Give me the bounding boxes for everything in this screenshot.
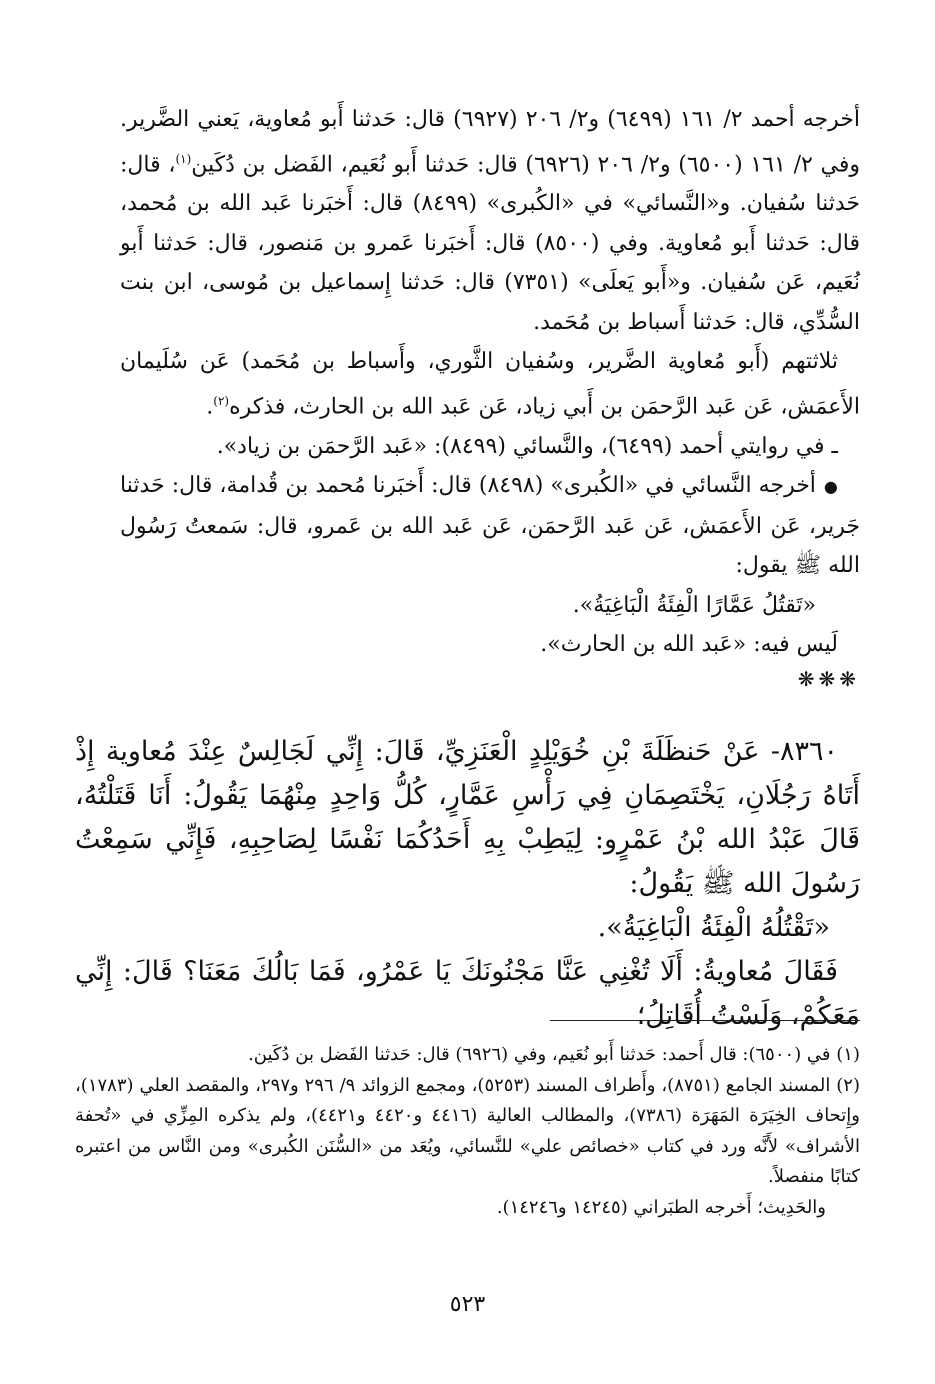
footnote-ref-1[interactable]: (١)	[175, 151, 192, 166]
footnote-ref-2[interactable]: (٢)	[213, 393, 230, 408]
footnote-1: (١) في (٦٥٠٠): قال أَحمد: حَدثنا أَبو نُعَيم، وفي (٦٩٢٦) قال: حَدثنا الفَضل بن دُكَين.	[248, 1044, 860, 1065]
variant-note: ـ في روايتي أحمد (٦٤٩٩)، والنَّسائي (٨٤٩٩): «عَبد الرَّحمَن بن زياد».	[216, 433, 838, 459]
footnote-2-continued: والحَدِيث؛ أَخرجه الطبَراني (١٤٢٤٥ و١٤٢٤٦).	[496, 1196, 826, 1218]
paragraph-text: أخرجه النَّسائي في «الكُبرى» (٨٤٩٨) قال: أَخبَرنا مُحمد بن قُدامة، قال: حَدثنا جَرير، عَن الأَعمَش، عَن عَبد الرَّحمَن، عَن عَبد الله بن عَمرو، قال: سَمعتُ رَسُول الله ﷺ يقول:	[120, 473, 860, 579]
omission-note: لَيس فيه: «عَبد الله بن الحارث».	[540, 632, 838, 658]
bullet-icon: ●	[823, 477, 838, 497]
paragraph-text-continued: ، قال: حَدثنا سُفيان. و«النَّسائي» في «الكُبرى» (٨٤٩٩) قال: أَخبَرنا عَبد الله بن مُحمد، قال: حَدثنا أَبو مُعاوية. وفي (٨٥٠٠) قال: أَخبَرنا عَمرو بن مَنصور، قال: حَدثنا أَبو نُعَيم، عَن سُفيان. و«أَبو يَعلَى» (٧٣٥١) قال: حَدثنا إِسماعيل بن مُوسى، ابن بنت السُّدِّي، قال: حَدثنا أَسباط بن مُحَمد.	[120, 151, 860, 335]
footnote-2: (٢) المسند الجامع (٨٧٥١)، وأَطراف المسند (٥٢٥٣)، ومجمع الزوائد ٩/ ٢٩٦ و٢٩٧، والمقصد العلي (١٧٨٣)، وإِتحاف الخِيَرَة المَهَرَة (٧٣٨٦)، والمطالب العالية (٤٤١٦ و٤٤٢٠ و٤٤٢١)، ولم يذكره المِزِّي في «تُحفة الأشراف» لأَنَّه ورد في كتاب «خصائص علي» للنَّسائي، ويُعَد من «السُّنَن الكُبرى» ومن النَّاس من اعتبره كتابًا منفصلاً.	[75, 1074, 860, 1187]
paragraph-text: أخرجه أحمد ٢/ ١٦١ (٦٤٩٩) و٢/ ٢٠٦ (٦٩٢٧) قال: حَدثنا أَبو مُعاوية، يَعني الضَّرير. وفي ٢/ ١٦١ (٦٥٠٠) و٢/ ٢٠٦ (٦٩٢٦) قال: حَدثنا أَبو نُعَيم، الفَضل بن دُكَين	[120, 107, 861, 177]
takhrij-paragraph-3	[120, 466, 860, 586]
prophetic-quote: «تَقتُلُ عَمَّارًا الْفِئَةُ الْبَاغِيَةُ».	[572, 592, 816, 618]
hadith-quote: «تَقْتُلُهُ الْفِئَةُ الْبَاغِيَةُ».	[597, 912, 830, 943]
hadith-text-continued: فَقَالَ مُعاويةُ: أَلَا تُغْنِي عَنَّا مَجْنُونَكَ يَا عَمْرُو، فَمَا بَالُكَ مَعَنَا؟ قَالَ: إِنِّي مَعَكُمْ، وَلَسْتُ أُقَاتِلُ؛	[75, 956, 860, 1031]
paragraph-text: ثلاثتهم (أَبو مُعاوية الضَّرير، وسُفيان الثَّوري، وأَسباط بن مُحَمد) عَن سُلَيمان الأَعمَش، عَن عَبد الرَّحمَن بن أَبي زياد، عَن عَبد الله بن الحارث، فذكره	[120, 349, 860, 420]
takhrij-paragraph-1	[120, 100, 860, 342]
takhrij-paragraph-2	[120, 342, 860, 426]
hadith-text: ٨٣٦٠- عَنْ حَنظَلَةَ بْنِ خُوَيْلِدٍ الْعَنَزِيِّ، قَالَ: إِنِّي لَجَالِسٌ عِنْدَ مُعاوية إِذْ أَتَاهُ رَجُلَانِ، يَخْتَصِمَانِ فِي رَأْسِ عَمَّارٍ، كُلُّ وَاحِدٍ مِنْهُمَا يَقُولُ: أَنَا قَتَلْتُهُ، قَالَ عَبْدُ الله بْنُ عَمْرٍو: لِيَطِبْ بِهِ أَحَدُكُمَا نَفْسًا لِصَاحِبِهِ، فَإِنِّي سَمِعْتُ رَسُولَ الله ﷺ يَقُولُ:	[75, 736, 860, 899]
section-separator: ❋❋❋	[797, 666, 860, 691]
footnote-divider	[550, 1020, 860, 1021]
hadith-section	[75, 730, 860, 1038]
footnotes	[75, 1040, 860, 1223]
page-number: ٥٢٣	[449, 1292, 486, 1317]
paragraph-end: .	[206, 394, 214, 420]
takhrij-section	[120, 100, 860, 693]
